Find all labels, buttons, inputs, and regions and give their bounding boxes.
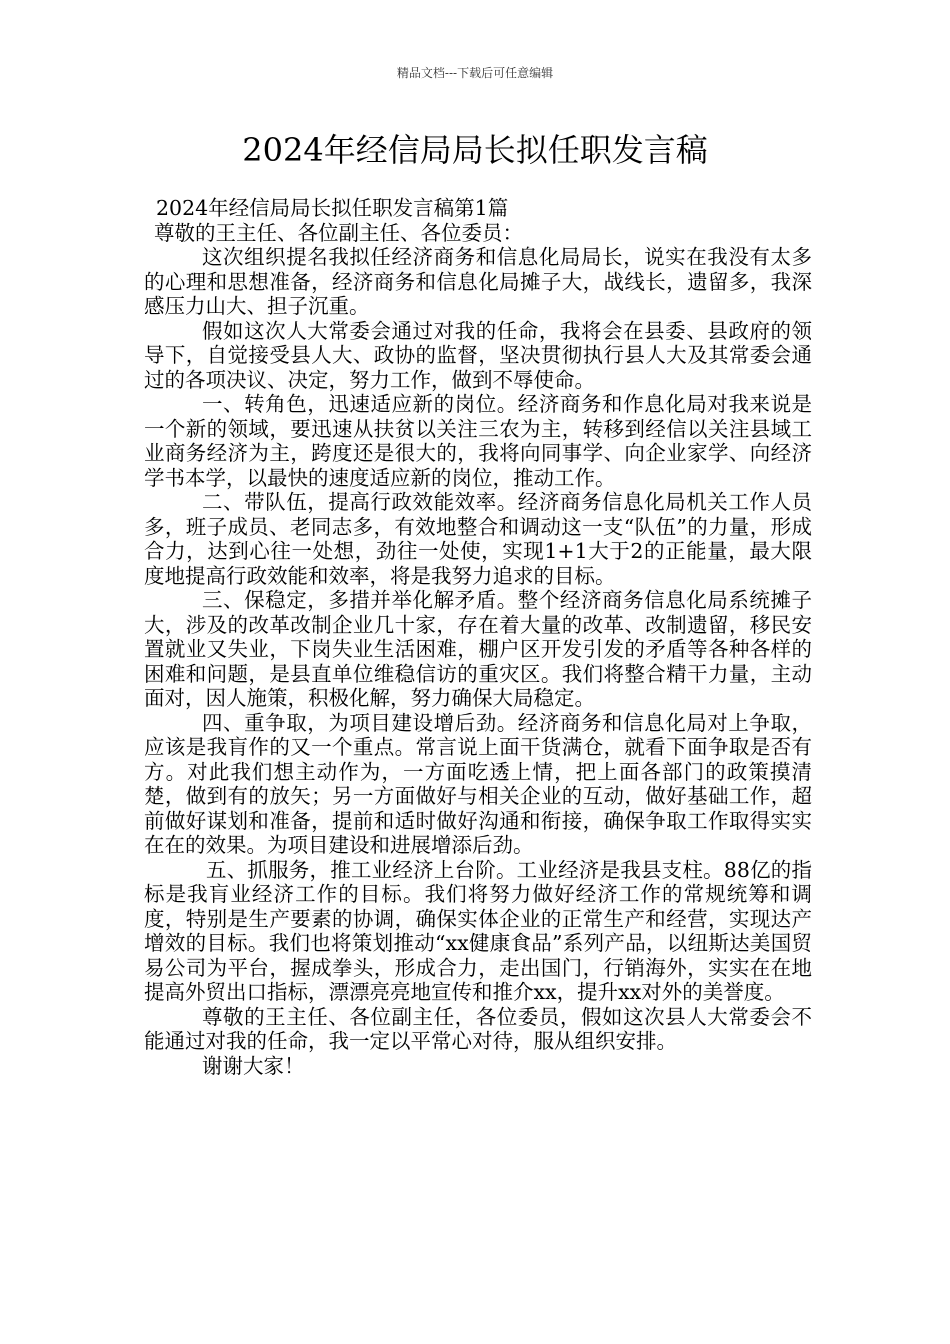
paragraph-intro: 这次组织提名我拟任经济商务和信息化局局长，说实在我没有太多的心理和思想准备，经济商务和信息化局摊子大，战线长，遗留多，我深感压力山大、担子沉重。	[144, 245, 812, 318]
document-title: 2024年经信局局长拟任职发言稿	[242, 131, 708, 169]
paragraph-point-4: 四、重争取，为项目建设增后劲。经济商务和信息化局对上争取，应该是我肓作的又一个重点。常言说上面干货满仓，就看下面争取是否有方。对此我们想主动作为，一方面吃透上情，把上面各部门的政策摸清楚，做到有的放矢；另一方面做好与相关企业的互动，做好基础工作，超前做好谋划和准备，提前和适时做好沟通和衔接，确保争取工作取得实实在在的效果。为项目建设和进展增添后劲。	[144, 710, 812, 857]
salutation: 尊敬的王主任、各位副主任、各位委员：	[154, 220, 523, 245]
section-subtitle: 2024年经信局局长拟任职发言稿第1篇	[156, 196, 509, 220]
paragraph-conclusion: 尊敬的王主任、各位副主任，各位委员，假如这次县人大常委会不能通过对我的任命，我一定以平常心对待，服从组织安排。	[144, 1004, 812, 1053]
paragraph-point-1: 一、转角色，迅速适应新的岗位。经济商务和作息化局对我来说是一个新的领域，要迅速从扶贫以关注三农为主，转移到经信以关注县域工业商务经济为主，跨度还是很大的，我将向同事学、向企业家学、向经济学书本学，以最快的速度适应新的岗位，推动工作。	[144, 392, 812, 490]
paragraph-point-3: 三、保稳定，多措并举化解矛盾。整个经济商务信息化局系统摊子大，涉及的改革改制企业几十家，存在着大量的改革、改制遗留，移民安置就业又失业，下岗失业生活困难，棚户区开发引发的矛盾等各种各样的困难和问题，是县直单位维稳信访的重灾区。我们将整合精干力量，主动面对，因人施策，积极化解，努力确保大局稳定。	[144, 588, 812, 710]
paragraph-commitment: 假如这次人大常委会通过对我的任命，我将会在县委、县政府的领导下，自觉接受县人大、政协的监督，坚决贯彻执行县人大及其常委会通过的各项决议、决定，努力工作，做到不辱使命。	[144, 318, 812, 392]
closing-thanks: 谢谢大家！	[202, 1053, 305, 1078]
paragraph-point-5: 五、抓服务，推工业经济上台阶。工业经济是我县支柱。88亿的指标是我肓业经济工作的目标。我们将努力做好经济工作的常规统筹和调度，特别是生产要素的协调，确保实体企业的正常生产和经营，实现达产增效的目标。我们也将策划推动“xx健康食品”系列产品，以纽斯达美国贸易公司为平台，握成拳头，形成合力，走出国门，行销海外，实实在在地提高外贸出口指标，漂漂亮亮地宣传和推介xx，提升xx对外的美誉度。	[144, 857, 812, 1004]
paragraph-point-2: 二、带队伍，提高行政效能效率。经济商务信息化局机关工作人员多，班子成员、老同志多，有效地整合和调动这一支“队伍”的力量，形成合力，达到心往一处想，劲往一处使，实现1+1大于2的正能量，最大限度地提高行政效能和效率，将是我努力追求的目标。	[144, 490, 812, 588]
header-note: 精品文档---下载后可任意编辑	[396, 66, 554, 80]
document-body	[144, 196, 812, 1078]
